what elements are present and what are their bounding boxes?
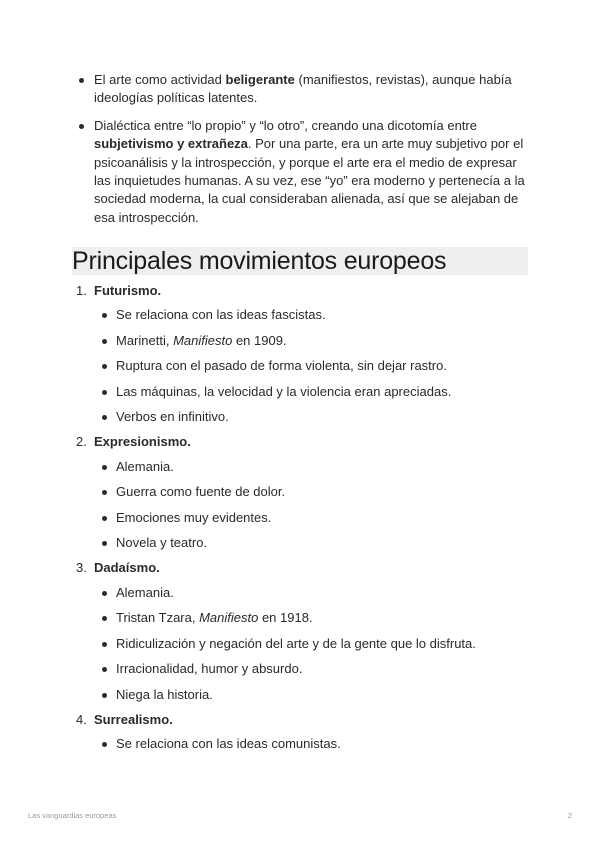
- movement-item: [72, 282, 532, 426]
- list-number: 4.: [76, 711, 87, 727]
- list-item: Ridiculización y negación del arte y de la gente que lo disfruta.: [94, 635, 532, 653]
- movement-title: Surrealismo.: [94, 711, 173, 727]
- intro-bullet-item: El arte como actividad beligerante (manifiestos, revistas), aunque había ideologías políticas latentes.: [72, 71, 532, 108]
- list-number: 3.: [76, 560, 87, 576]
- movement-points: [94, 306, 532, 426]
- list-item: Las máquinas, la velocidad y la violencia eran apreciadas.: [94, 383, 532, 401]
- list-item: Tristan Tzara, Manifiesto en 1918.: [94, 609, 532, 627]
- movement-title: Expresionismo.: [94, 434, 191, 450]
- intro-bullet-item: Dialéctica entre “lo propio” y “lo otro”, creando una dicotomía entre subjetivismo y extrañeza. Por una parte, era un arte muy subjetivo por el psicoanálisis y la introspección, y porque el arte era el medio de expresar las inquietudes humanas. A su vez, ese “yo” era moderno y pertenecía a la sociedad moderna, la cual consideraban alienada, así que se alejaban de esa introspección.: [72, 117, 532, 227]
- list-item: Novela y teatro.: [94, 534, 532, 552]
- movement-points: [94, 584, 532, 704]
- list-item: Ruptura con el pasado de forma violenta, sin dejar rastro.: [94, 357, 532, 375]
- list-item: Se relaciona con las ideas comunistas.: [94, 735, 532, 753]
- list-item: Se relaciona con las ideas fascistas.: [94, 306, 532, 324]
- movement-item: [72, 711, 532, 754]
- movement-title: Dadaísmo.: [94, 560, 160, 576]
- list-item: Alemania.: [94, 584, 532, 602]
- section-heading-highlight: [72, 247, 528, 275]
- movement-item: [72, 433, 532, 552]
- list-item: Irracionalidad, humor y absurdo.: [94, 660, 532, 678]
- footer-document-title: Las vanguardias europeas: [28, 811, 117, 820]
- list-item: Verbos en infinitivo.: [94, 408, 532, 426]
- list-number: 1.: [76, 283, 87, 298]
- intro-bullet-list: [72, 71, 532, 236]
- bold-term: beligerante: [225, 72, 295, 87]
- movement-points: [94, 458, 532, 553]
- list-item: Niega la historia.: [94, 686, 532, 704]
- list-item: Guerra como fuente de dolor.: [94, 483, 532, 501]
- movements-list: [72, 282, 532, 761]
- list-item: Emociones muy evidentes.: [94, 509, 532, 527]
- section-heading: Principales movimientos europeos: [72, 247, 447, 275]
- movement-item: [72, 559, 532, 703]
- list-item: Marinetti, Manifiesto en 1909.: [94, 332, 532, 350]
- movement-points: [94, 735, 532, 753]
- list-item: Alemania.: [94, 458, 532, 476]
- movement-title: Futurismo.: [94, 283, 162, 298]
- list-number: 2.: [76, 434, 87, 450]
- footer-page-number: 2: [567, 811, 572, 820]
- bold-term: subjetivismo y extrañeza: [94, 136, 248, 152]
